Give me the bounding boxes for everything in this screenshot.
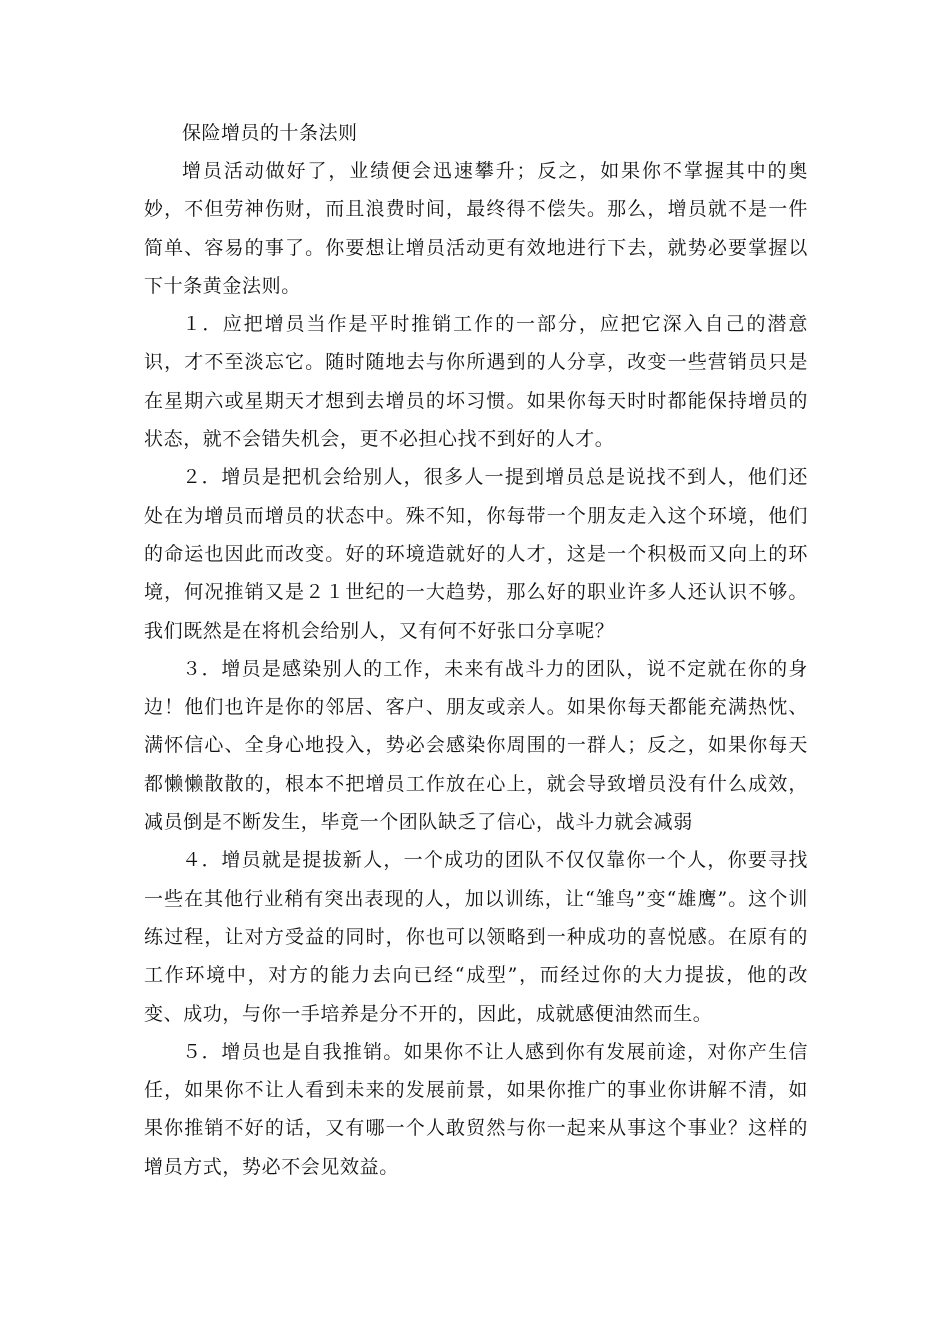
rule-text: 增员是把机会给别人，很多人一提到增员总是说找不到人，他们还处在为增员而增员的状态中。殊不知，你每带一个朋友走入这个环境，他们的命运也因此而改变。好的环境造就好的人才，这是一个积极而又向上的环境，何况推销又是２１世纪的一大趋势，那么好的职业许多人还认识不够。我们既然是在将机会给别人，又有何不好张口分享呢？ [144,466,808,642]
rule-paragraph-4 [144,841,808,1032]
rule-paragraph-3 [144,650,808,841]
rule-text: 增员也是自我推销。如果你不让人感到你有发展前途，对你产生信任，如果你不让人看到未来的发展前景，如果你推广的事业你讲解不清，如果你推销不好的话，又有哪一个人敢贸然与你一起来从事这个事业？这样的增员方式，势必不会见效益。 [144,1040,808,1178]
rule-text: 增员就是提拔新人，一个成功的团队不仅仅靠你一个人，你要寻找一些在其他行业稍有突出表现的人，加以训练，让“雏鸟”变“雄鹰”。这个训练过程，让对方受益的同时，你也可以领略到一种成功的喜悦感。在原有的工作环境中，对方的能力去向已经“成型”，而经过你的大力提拔，他的改变、成功，与你一手培养是分不开的，因此，成就感便油然而生。 [144,849,808,1025]
rule-number: １． [182,313,223,336]
rule-text: 增员是感染别人的工作，未来有战斗力的团队，说不定就在你的身边！他们也许是你的邻居、客户、朋友或亲人。如果你每天都能充满热忱、满怀信心、全身心地投入，势必会感染你周围的一群人；反之，如果你每天都懒懒散散的，根本不把增员工作放在心上，就会导致增员没有什么成效，减员倒是不断发生，毕竟一个团队缺乏了信心，战斗力就会减弱 [144,657,808,834]
document-title: 保险增员的十条法则 [182,122,358,144]
rule-text: 应把增员当作是平时推销工作的一部分，应把它深入自己的潜意识，才不至淡忘它。随时随地去与你所遇到的人分享，改变一些营销员只是在星期六或星期天才想到去增员的坏习惯。如果你每天时时都能保持增员的状态，就不会错失机会，更不必担心找不到好的人才。 [144,313,808,451]
rule-number: ３． [182,657,222,680]
document-page [144,114,808,1186]
rule-number: ５． [182,1040,222,1063]
rule-paragraph-1 [144,305,808,458]
rule-paragraph-2 [144,458,808,649]
intro-paragraph: 增员活动做好了，业绩便会迅速攀升；反之，如果你不掌握其中的奥妙，不但劳神伤财，而且浪费时间，最终得不偿失。那么，增员就不是一件简单、容易的事了。你要想让增员活动更有效地进行下去，就势必要掌握以下十条黄金法则。 [144,160,808,297]
rule-paragraph-5 [144,1033,808,1186]
rule-number: ２． [182,466,222,489]
rule-number: ４． [182,849,222,872]
